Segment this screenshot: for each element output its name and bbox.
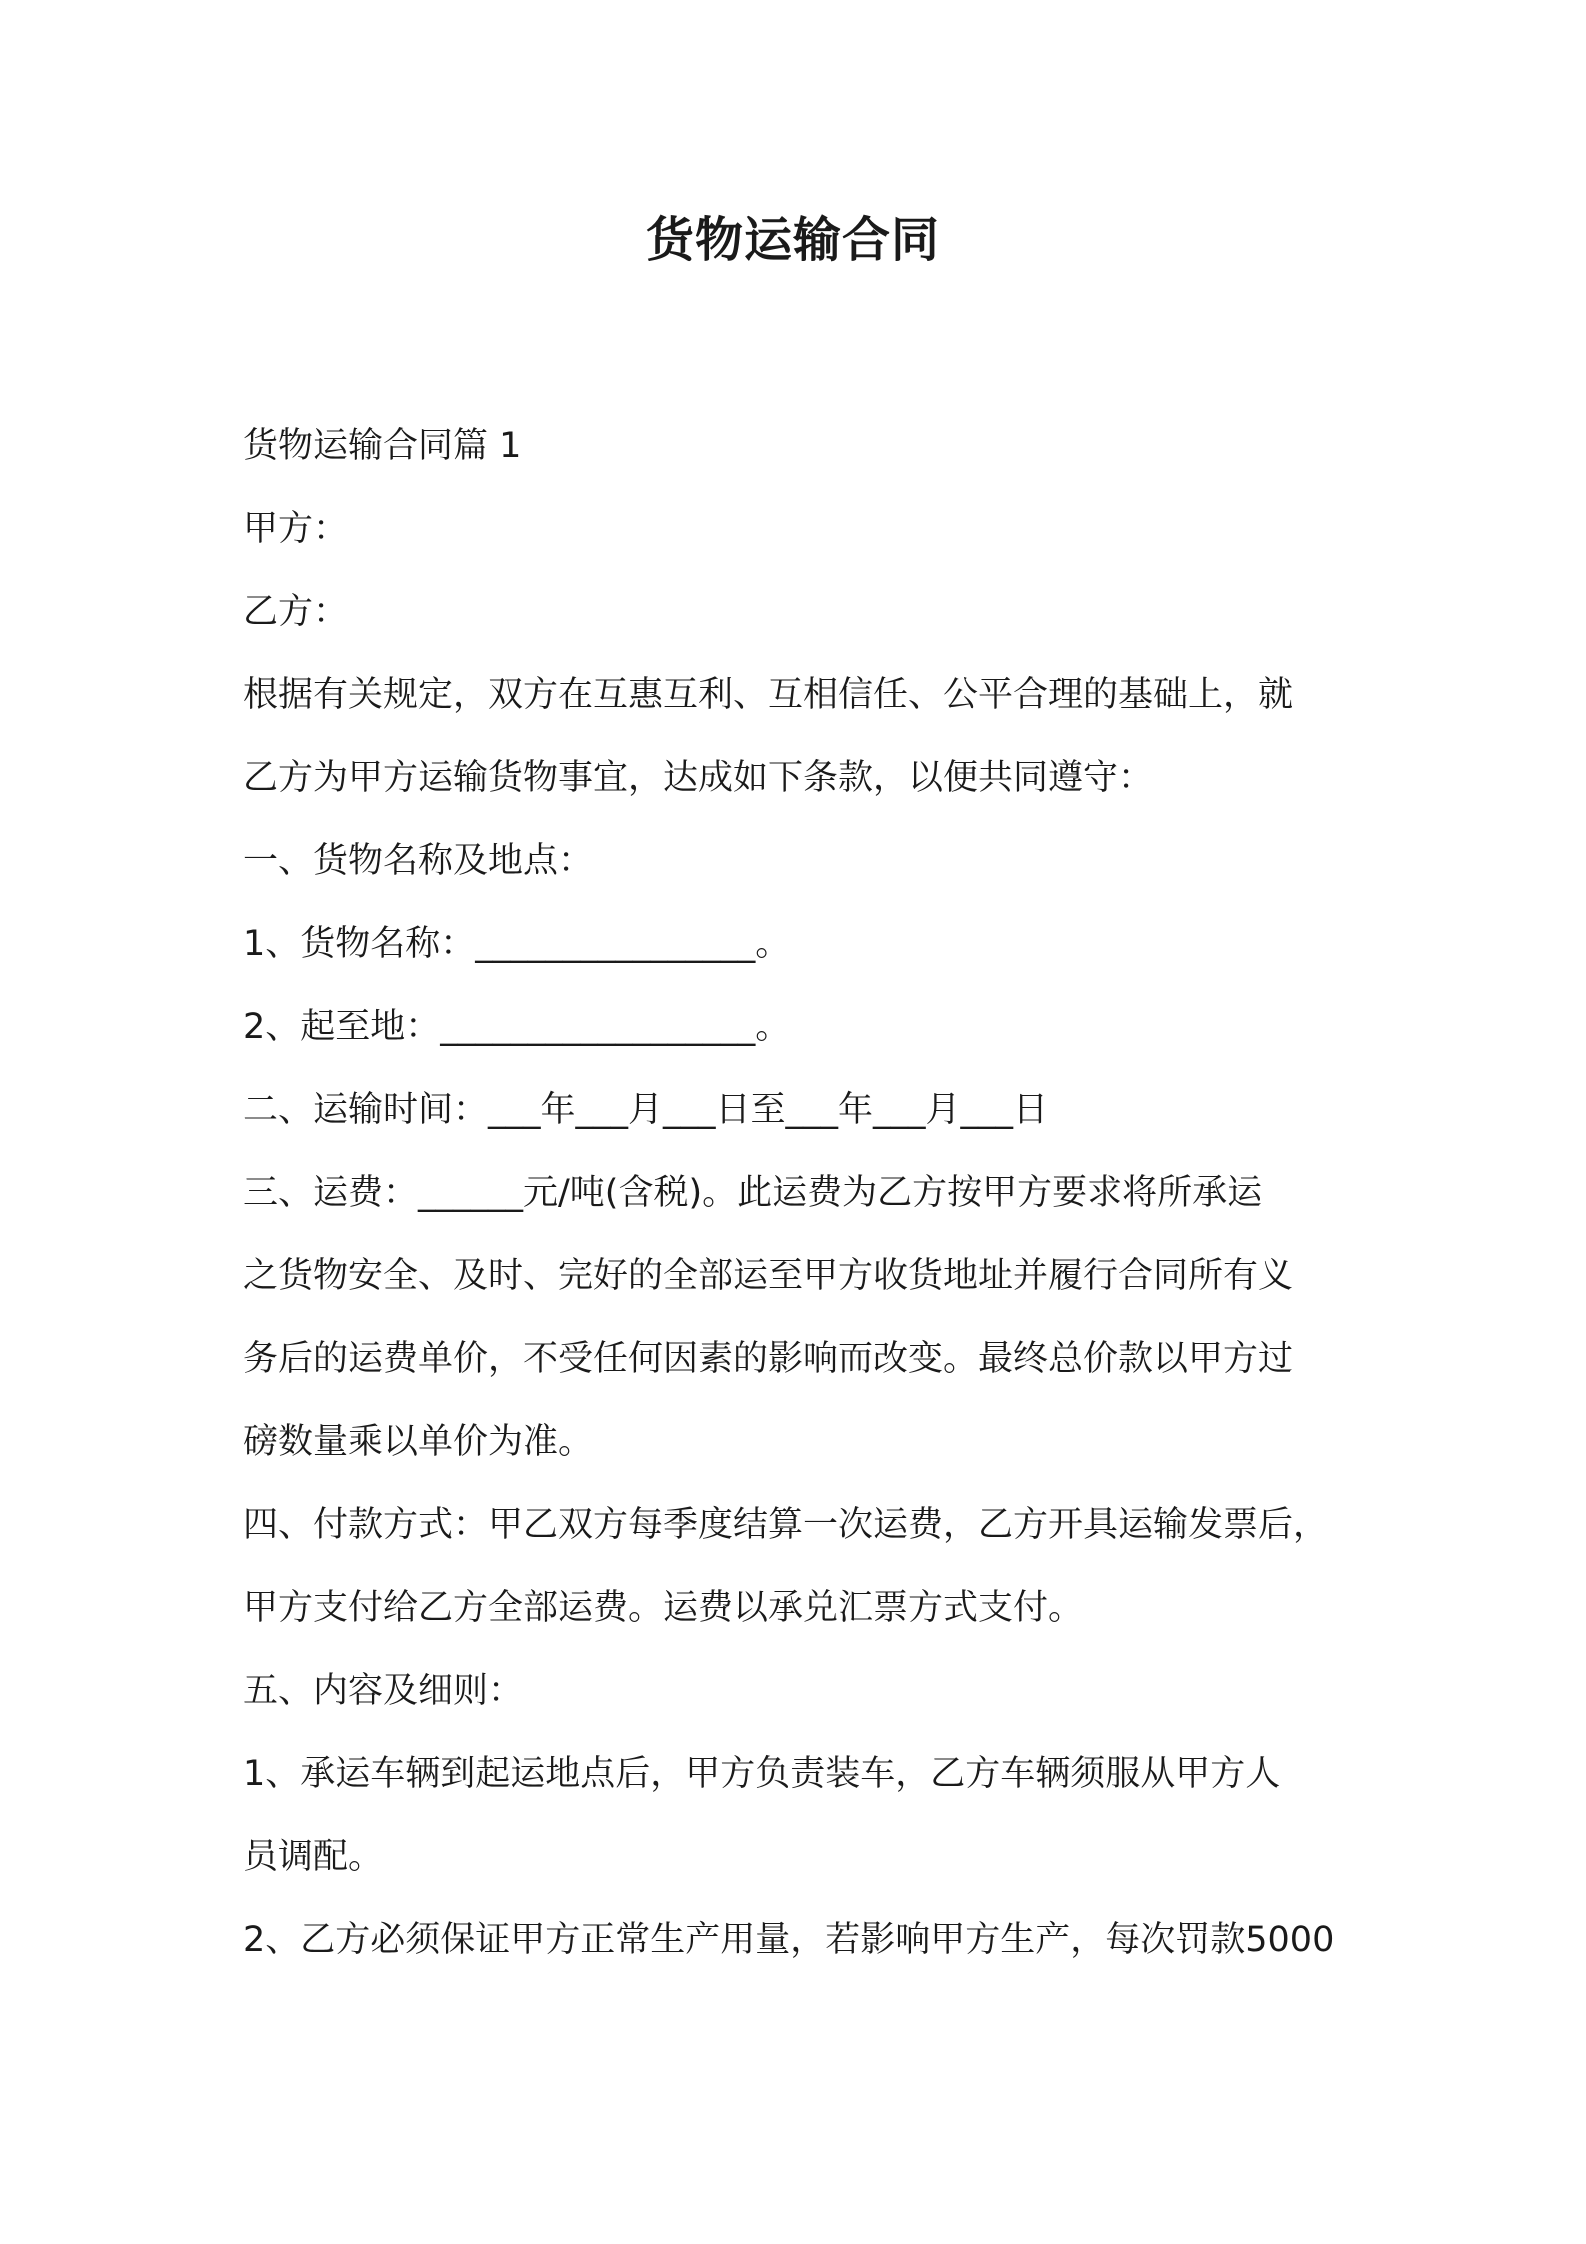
party-b-line: 乙方： xyxy=(243,592,349,632)
paragraph-line: 甲方支付给乙方全部运费。运费以承兑汇票方式支付。 xyxy=(243,1588,1084,1628)
clause-item: 1、承运车辆到起运地点后，甲方负责装车，乙方车辆须服从甲方人 xyxy=(243,1754,1281,1794)
paragraph-line: 根据有关规定，双方在互惠互利、互相信任、公平合理的基础上，就 xyxy=(243,675,1294,715)
paragraph-line: 磅数量乘以单价为准。 xyxy=(243,1422,594,1462)
clause-item: 1、货物名称：________________。 xyxy=(243,924,791,964)
party-a-line: 甲方： xyxy=(243,509,349,549)
section-heading: 货物运输合同篇 1 xyxy=(243,426,522,466)
paragraph-line: 之货物安全、及时、完好的全部运至甲方收货地址并履行合同所有义 xyxy=(243,1256,1294,1296)
paragraph-line: 务后的运费单价，不受任何因素的影响而改变。最终总价款以甲方过 xyxy=(243,1339,1294,1379)
document-title: 货物运输合同 xyxy=(645,212,940,268)
paragraph-line: 乙方为甲方运输货物事宜，达成如下条款，以便共同遵守： xyxy=(243,758,1154,798)
clause-heading: 三、运费：______元/吨(含税)。此运费为乙方按甲方要求将所承运 xyxy=(243,1173,1263,1213)
clause-item: 2、乙方必须保证甲方正常生产用量，若影响甲方生产，每次罚款5000 xyxy=(243,1920,1335,1960)
document-body xyxy=(243,405,1353,1982)
clause-item: 2、起至地：__________________。 xyxy=(243,1007,791,1047)
clause-heading: 一、货物名称及地点： xyxy=(243,841,594,881)
clause-heading: 四、付款方式：甲乙双方每季度结算一次运费，乙方开具运输发票后， xyxy=(243,1505,1329,1545)
clause-heading: 二、运输时间：___年___月___日至___年___月___日 xyxy=(243,1090,1049,1130)
clause-heading: 五、内容及细则： xyxy=(243,1671,524,1711)
paragraph-line: 员调配。 xyxy=(243,1837,384,1877)
